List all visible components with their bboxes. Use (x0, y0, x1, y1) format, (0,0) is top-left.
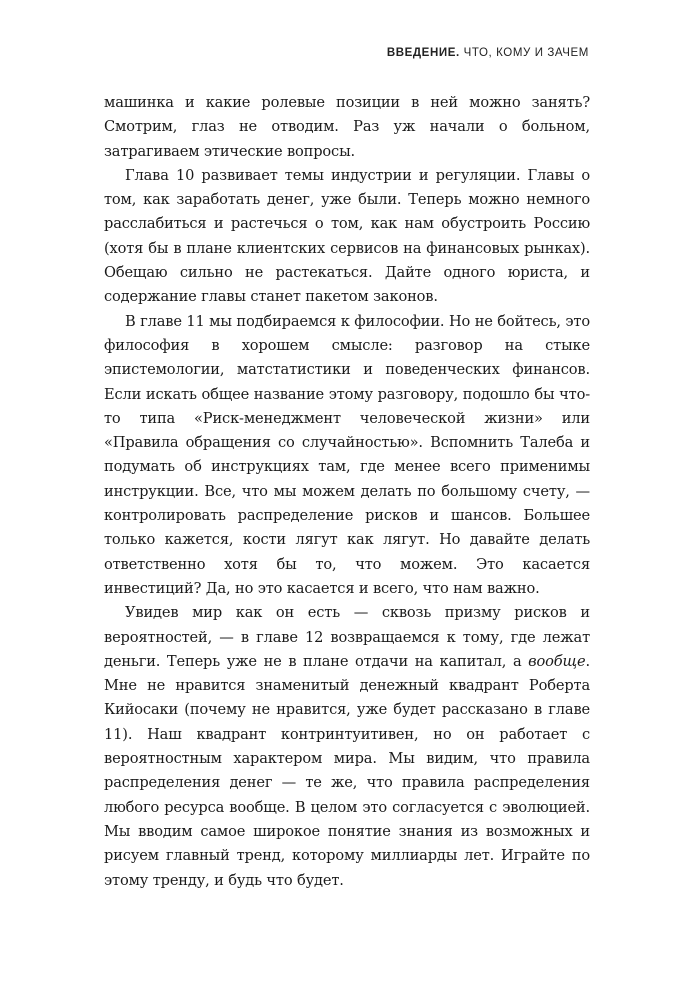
paragraph-2: Глава 10 развивает темы индустрии и регуляции. Главы о том, как заработать денег, уже были. Теперь можно немного расслабиться и растечься о том, как нам обустроить Россию (хотя бы в плане клиентских сервисов на финансовых рынках). Обещаю сильно не растекаться. Дайте одного юриста, и содержание главы станет пакетом законов. (104, 166, 590, 306)
paragraph-4-text-before: Увидев мир как он есть — сквозь призму рисков и вероятностей, — в главе 12 возвращаемся к тому, где лежат деньги. Теперь уже не в плане отдачи на капитал, а (104, 604, 590, 670)
paragraph-4 (104, 601, 590, 893)
paragraph-1: машинка и какие ролевые позиции в ней можно занять? Смотрим, глаз не отводим. Раз уж начали о больном, затрагиваем этические вопросы. (104, 94, 590, 160)
running-head (387, 47, 589, 59)
paragraph-4-text-after: . Мне не нравится знаменитый денежный квадрант Роберта Кийосаки (почему не нравится, уже будет рассказано в главе 11). Наш квадрант контринтуитивен, но он работает с вероятностным характером мира. Мы видим, что правила распределения денег — те же, что правила распределения любого ресурса вообще. В целом это согласуется с эволюцией. Мы вводим самое широкое понятие знания из возможных и рисуем главный тренд, которому миллиарды лет. Играйте по этому тренду, и будь что будет. (104, 652, 590, 889)
running-head-section-label: ВВЕДЕНИЕ. (386, 47, 460, 59)
running-head-section-title: ЧТО, КОМУ И ЗАЧЕМ (459, 47, 589, 59)
paragraph-3: В главе 11 мы подбираемся к философии. Но не бойтесь, это философия в хорошем смысле: разговор на стыке эпистемологии, матстатистики и поведенческих финансов. Если искать общее название этому разговору, подошло бы что-то типа «Риск-менеджмент человеческой жизни» или «Правила обращения со случайностью». Вспомнить Талеба и подумать об инструкциях там, где менее всего применимы инструкции. Все, что мы можем делать по большому счету, — контролировать распределение рисков и шансов. Большее только кажется, кости лягут как лягут. Но давайте делать ответственно хотя бы то, что можем. Это касается инвестиций? Да, но это касается и всего, что нам важно. (104, 312, 590, 597)
paragraph-4-emphasis: вообще (528, 652, 586, 670)
body-text (104, 91, 590, 893)
